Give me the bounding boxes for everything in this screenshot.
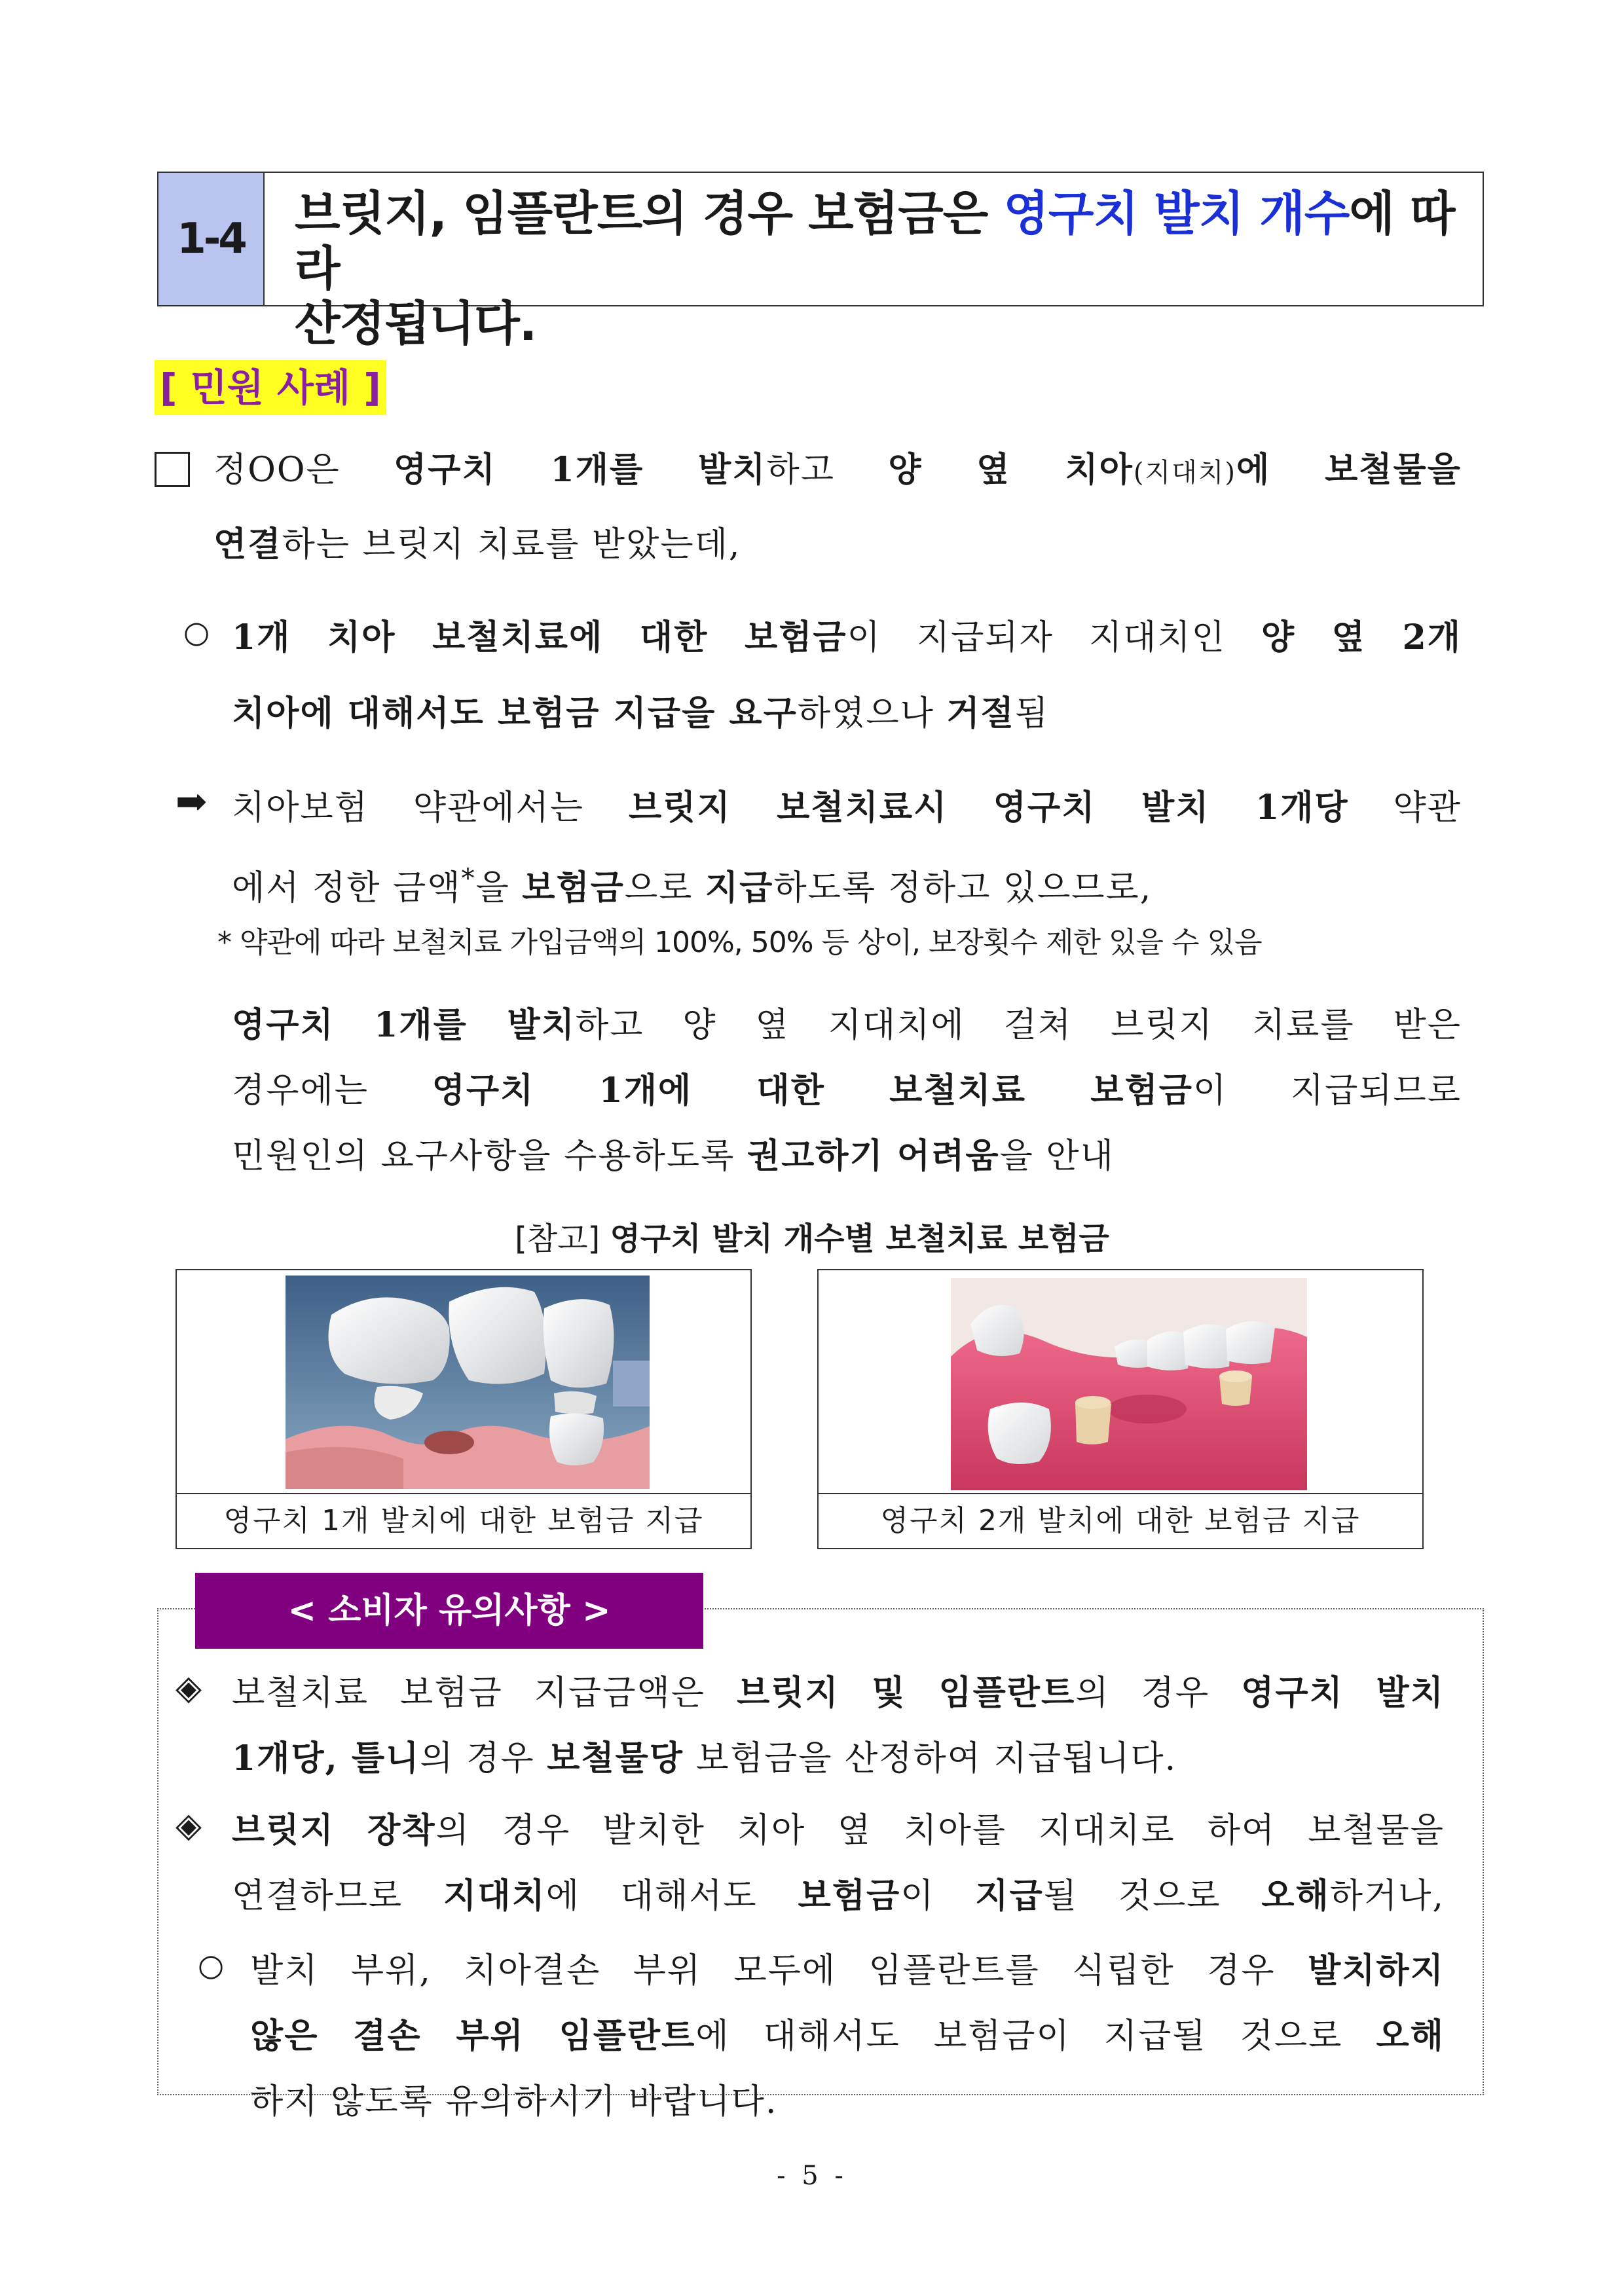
title-highlight: 영구치 발치 개수 bbox=[1003, 186, 1350, 241]
case-label: [ 민원 사례 ] bbox=[155, 360, 386, 415]
text: 됨 bbox=[1014, 694, 1050, 733]
text: 경우에는 bbox=[232, 1071, 432, 1111]
para3-line3 bbox=[232, 995, 1462, 1056]
right-arrow-icon: ➡ bbox=[175, 779, 208, 824]
notice1-line1 bbox=[232, 1663, 1445, 1723]
text: 으로 bbox=[624, 868, 705, 908]
text: 이 bbox=[900, 1877, 976, 1916]
figure-caption: 영구치 2개 발치에 대한 보험금 지급 bbox=[819, 1493, 1422, 1548]
para1-line1 bbox=[213, 440, 1462, 503]
text: 하도록 정하고 있으므로, bbox=[773, 868, 1153, 908]
text-bold: 지급 bbox=[705, 868, 774, 908]
text-bold: 오해 bbox=[1261, 1876, 1330, 1916]
dental-bridge-image bbox=[286, 1276, 650, 1489]
text-bold: 1개 치아 보철치료에 대한 보험금 bbox=[232, 617, 847, 657]
section-header bbox=[157, 172, 1484, 351]
text-bold: 보철물당 bbox=[547, 1738, 684, 1778]
text: 이 지급되므로 bbox=[1192, 1071, 1462, 1111]
text-bold: 양 옆 2개 bbox=[1261, 617, 1462, 657]
text: 에 대해서도 bbox=[545, 1877, 798, 1916]
text-bold: 권고하기 어려움 bbox=[747, 1136, 1000, 1176]
text: 에 대해서도 보험금이 지급될 것으로 bbox=[695, 2017, 1376, 2056]
para3-line2 bbox=[232, 849, 1152, 918]
footnote: * 약관에 따라 보철치료 가입금액의 100%, 50% 등 상이, 보장횟수 제한 있을 수 있음 bbox=[217, 926, 1262, 959]
text: 의 경우 발치한 치아 옆 치아를 지대치로 하여 보철물을 bbox=[435, 1811, 1445, 1850]
text: 하거나, bbox=[1329, 1877, 1445, 1916]
circle-bullet-icon: ○ bbox=[198, 1947, 225, 1983]
text-bold: 지대치 bbox=[443, 1876, 546, 1916]
figure-caption: 영구치 1개 발치에 대한 보험금 지급 bbox=[177, 1493, 750, 1548]
figure-two-teeth bbox=[817, 1269, 1424, 1549]
section-number: 1-4 bbox=[158, 173, 265, 305]
text-bold: 영구치 발치 bbox=[1241, 1673, 1445, 1713]
notice3-line1 bbox=[250, 1941, 1445, 2001]
reference-title bbox=[0, 1219, 1624, 1258]
text: 약관 bbox=[1348, 788, 1462, 828]
para2-line2 bbox=[232, 684, 1049, 744]
title-part: 에 따라 bbox=[295, 186, 1455, 296]
text: 연결하므로 bbox=[232, 1877, 443, 1916]
reference-title-text: 영구치 발치 개수별 보철치료 보험금 bbox=[610, 1221, 1109, 1257]
text-bold: 거절 bbox=[946, 693, 1015, 733]
text: 하고 bbox=[766, 450, 889, 490]
text-bold: 영구치 1개에 대한 보철치료 보험금 bbox=[432, 1071, 1193, 1111]
page-number: - 5 - bbox=[777, 2161, 847, 2191]
text-bold: 발치하지 bbox=[1308, 1951, 1445, 1991]
circle-bullet-icon: ○ bbox=[183, 614, 210, 650]
text-bold: 브릿지 장착 bbox=[232, 1810, 436, 1850]
text: 하는 브릿지 치료를 받았는데, bbox=[282, 525, 741, 564]
consumer-notice-title: < 소비자 유의사항 > bbox=[195, 1573, 703, 1649]
text: 하였으나 bbox=[797, 694, 947, 733]
para1-line2 bbox=[213, 515, 741, 575]
reference-prefix: [참고] bbox=[515, 1221, 600, 1257]
text-bold: 영구치 1개를 발치 bbox=[394, 450, 767, 490]
text-bold: 영구치 1개를 발치 bbox=[232, 1005, 576, 1045]
text-bold: 양 옆 치아 bbox=[888, 450, 1134, 490]
para3-line4 bbox=[232, 1061, 1462, 1121]
text-bold: 오해 bbox=[1376, 2016, 1445, 2056]
text-small: (지대치) bbox=[1133, 458, 1236, 488]
checkbox-square-icon bbox=[155, 452, 190, 487]
text: 발치 부위, 치아결손 부위 모두에 임플란트를 식립한 경우 bbox=[250, 1951, 1308, 1991]
figure-one-tooth bbox=[175, 1269, 752, 1549]
notice2-line1 bbox=[232, 1801, 1445, 1861]
text: 정OO은 bbox=[213, 450, 394, 490]
text-bold: 에 보철물을 bbox=[1236, 450, 1462, 490]
para3-line1 bbox=[232, 778, 1462, 838]
text-bold: 보험금 bbox=[798, 1876, 901, 1916]
text-bold: 연결 bbox=[213, 524, 282, 564]
notice1-line2 bbox=[232, 1729, 1177, 1789]
text: 의 경우 bbox=[420, 1739, 547, 1778]
text: 민원인의 요구사항을 수용하도록 bbox=[232, 1137, 747, 1176]
notice3-line3: 하지 않도록 유의하시기 바랍니다. bbox=[250, 2082, 778, 2121]
text: 보험금을 산정하여 지급됩니다. bbox=[684, 1739, 1177, 1778]
text: 이 지급되자 지대치인 bbox=[847, 618, 1261, 657]
section-title bbox=[295, 186, 1473, 351]
title-line2: 산정됩니다. bbox=[295, 296, 537, 351]
notice3-line2 bbox=[250, 2006, 1445, 2066]
text: 에서 정한 금액 bbox=[232, 868, 462, 908]
text-bold: 않은 결손 부위 임플란트 bbox=[250, 2016, 696, 2056]
text: 될 것으로 bbox=[1043, 1877, 1262, 1916]
text: 을 bbox=[475, 868, 523, 908]
text-bold: 1개당, 틀니 bbox=[232, 1738, 420, 1778]
para3-line5 bbox=[232, 1126, 1115, 1186]
text-bold: 브릿지 보철치료시 영구치 발치 1개당 bbox=[628, 788, 1349, 828]
text-bold: 치아에 대해서도 보험금 지급을 요구 bbox=[232, 693, 798, 733]
footnote-mark: * bbox=[461, 864, 476, 894]
dental-bridge-image bbox=[951, 1278, 1307, 1490]
text: 치아보험 약관에서는 bbox=[232, 788, 629, 828]
notice2-line2 bbox=[232, 1866, 1445, 1926]
text: 하고 양 옆 지대치에 걸쳐 브릿지 치료를 받은 bbox=[575, 1006, 1462, 1045]
text: 보철치료 보험금 지급금액은 bbox=[232, 1674, 737, 1713]
diamond-bullet-icon: ◈ bbox=[175, 1668, 202, 1708]
text-bold: 보험금 bbox=[522, 868, 625, 908]
diamond-bullet-icon: ◈ bbox=[175, 1806, 202, 1845]
text: 의 경우 bbox=[1075, 1674, 1242, 1713]
text: 을 안내 bbox=[999, 1137, 1115, 1176]
text-bold: 브릿지 및 임플란트 bbox=[737, 1673, 1076, 1713]
para2-line1 bbox=[232, 608, 1462, 668]
text-bold: 지급 bbox=[975, 1876, 1044, 1916]
title-part: 브릿지, 임플란트의 경우 보험금은 bbox=[295, 186, 1004, 241]
